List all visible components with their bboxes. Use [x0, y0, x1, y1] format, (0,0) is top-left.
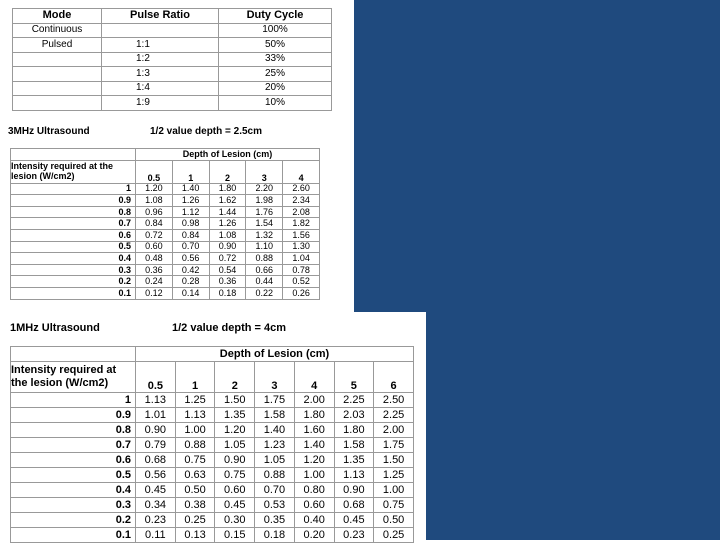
pulse-ratio-panel: [0, 0, 354, 118]
depth-values-row: [11, 362, 414, 393]
mode-cell: [13, 67, 102, 82]
intensity-label: [11, 160, 136, 183]
value-cell: 1.23: [255, 438, 295, 453]
duty-cell: 20%: [219, 81, 332, 96]
value-cell: 0.75: [215, 468, 255, 483]
table-row: [13, 67, 332, 82]
value-cell: 2.08: [283, 206, 320, 218]
value-cell: 0.18: [209, 287, 246, 299]
value-cell: 0.68: [334, 498, 374, 513]
value-cell: 1.26: [172, 195, 209, 207]
value-cell: 0.23: [136, 513, 176, 528]
depth-value: 6: [374, 362, 414, 393]
empty-cell: [11, 347, 136, 362]
intensity-cell: 0.8: [11, 423, 136, 438]
value-cell: 0.98: [172, 218, 209, 230]
table-row: [11, 195, 320, 207]
intensity-cell: 0.1: [11, 287, 136, 299]
intensity-cell: 0.1: [11, 528, 136, 543]
value-cell: 1.00: [175, 423, 215, 438]
table-row: [11, 229, 320, 241]
intensity-cell: 1: [11, 393, 136, 408]
value-cell: 2.00: [294, 393, 334, 408]
value-cell: 0.60: [215, 483, 255, 498]
value-cell: 0.25: [175, 513, 215, 528]
value-cell: 0.84: [172, 229, 209, 241]
value-cell: 1.26: [209, 218, 246, 230]
table-row: [11, 483, 414, 498]
value-cell: 0.63: [175, 468, 215, 483]
mode-cell: Continuous: [13, 23, 102, 38]
value-cell: 1.56: [283, 229, 320, 241]
intensity-cell: 0.4: [11, 483, 136, 498]
table-row: [11, 393, 414, 408]
value-cell: 0.70: [172, 241, 209, 253]
intensity-cell: 0.8: [11, 206, 136, 218]
duty-cell: 33%: [219, 52, 332, 67]
value-cell: 0.45: [334, 513, 374, 528]
depth-value: 4: [283, 160, 320, 183]
table-row: [11, 287, 320, 299]
value-cell: 0.26: [283, 287, 320, 299]
half-value-depth-1mhz: 1/2 value depth = 4cm: [172, 322, 287, 334]
intensity-cell: 0.2: [11, 513, 136, 528]
value-cell: 0.60: [294, 498, 334, 513]
value-cell: 0.36: [136, 264, 173, 276]
value-cell: 0.52: [283, 276, 320, 288]
value-cell: 0.24: [136, 276, 173, 288]
value-cell: 1.60: [294, 423, 334, 438]
value-cell: 1.98: [246, 195, 283, 207]
value-cell: 0.25: [374, 528, 414, 543]
value-cell: 0.38: [175, 498, 215, 513]
value-cell: 0.79: [136, 438, 176, 453]
value-cell: 1.00: [294, 468, 334, 483]
value-cell: 0.72: [209, 253, 246, 265]
value-cell: 0.78: [283, 264, 320, 276]
value-cell: 0.18: [255, 528, 295, 543]
intensity-cell: 0.5: [11, 468, 136, 483]
table-row: [11, 468, 414, 483]
value-cell: 0.12: [136, 287, 173, 299]
table-row: [11, 241, 320, 253]
table-row: [11, 276, 320, 288]
duty-cell: 10%: [219, 96, 332, 111]
intensity-label-line2: the lesion (W/cm2): [11, 377, 109, 389]
table-row: [11, 264, 320, 276]
value-cell: 0.54: [209, 264, 246, 276]
table-row: [13, 81, 332, 96]
value-cell: 0.45: [215, 498, 255, 513]
table-row: [11, 253, 320, 265]
ultrasound-1mhz-table: [10, 346, 414, 543]
ultrasound-3mhz-panel: [0, 118, 330, 308]
intensity-cell: 0.9: [11, 408, 136, 423]
value-cell: 1.35: [215, 408, 255, 423]
value-cell: 0.35: [255, 513, 295, 528]
value-cell: 2.50: [374, 393, 414, 408]
intensity-cell: 0.6: [11, 453, 136, 468]
table-row: [13, 96, 332, 111]
value-cell: 0.42: [172, 264, 209, 276]
value-cell: 1.82: [283, 218, 320, 230]
value-cell: 0.45: [136, 483, 176, 498]
intensity-cell: 0.7: [11, 218, 136, 230]
table-row: [11, 438, 414, 453]
depth-header: Depth of Lesion (cm): [136, 347, 414, 362]
intensity-cell: 0.9: [11, 195, 136, 207]
ultrasound-3mhz-title: 3MHz Ultrasound: [8, 126, 90, 137]
value-cell: 1.20: [215, 423, 255, 438]
duty-cell: 50%: [219, 38, 332, 53]
depth-value: 1: [175, 362, 215, 393]
value-cell: 0.44: [246, 276, 283, 288]
intensity-label-line1: Intensity required at: [11, 364, 117, 377]
value-cell: 1.20: [294, 453, 334, 468]
intensity-cell: 0.3: [11, 498, 136, 513]
intensity-cell: 0.3: [11, 264, 136, 276]
value-cell: 1.40: [255, 423, 295, 438]
value-cell: 0.88: [255, 468, 295, 483]
value-cell: 1.80: [294, 408, 334, 423]
value-cell: 0.56: [136, 468, 176, 483]
value-cell: 0.34: [136, 498, 176, 513]
value-cell: 0.13: [175, 528, 215, 543]
half-value-depth-3mhz: 1/2 value depth = 2.5cm: [150, 126, 262, 137]
value-cell: 1.30: [283, 241, 320, 253]
value-cell: 0.90: [334, 483, 374, 498]
empty-cell: [11, 149, 136, 161]
value-cell: 0.66: [246, 264, 283, 276]
value-cell: 0.70: [255, 483, 295, 498]
value-cell: 0.90: [209, 241, 246, 253]
depth-header-row: [11, 347, 414, 362]
depth-value: 2: [215, 362, 255, 393]
value-cell: 0.15: [215, 528, 255, 543]
depth-value: 5: [334, 362, 374, 393]
value-cell: 1.75: [255, 393, 295, 408]
value-cell: 1.08: [136, 195, 173, 207]
value-cell: 2.20: [246, 183, 283, 195]
value-cell: 0.11: [136, 528, 176, 543]
value-cell: 0.50: [175, 483, 215, 498]
value-cell: 1.25: [175, 393, 215, 408]
value-cell: 2.00: [374, 423, 414, 438]
value-cell: 1.50: [374, 453, 414, 468]
value-cell: 0.22: [246, 287, 283, 299]
table-row: [11, 453, 414, 468]
value-cell: 1.13: [136, 393, 176, 408]
mode-cell: Pulsed: [13, 38, 102, 53]
depth-header: Depth of Lesion (cm): [136, 149, 320, 161]
intensity-cell: 1: [11, 183, 136, 195]
table-body: [11, 393, 414, 543]
value-cell: 0.72: [136, 229, 173, 241]
intensity-cell: 0.7: [11, 438, 136, 453]
value-cell: 0.75: [175, 453, 215, 468]
value-cell: 1.20: [136, 183, 173, 195]
value-cell: 1.35: [334, 453, 374, 468]
intensity-label-line1: Intensity required at the: [11, 160, 114, 171]
value-cell: 1.58: [334, 438, 374, 453]
value-cell: 0.23: [334, 528, 374, 543]
intensity-label-line2: lesion (W/cm2): [11, 170, 75, 181]
duty-cell: 25%: [219, 67, 332, 82]
ratio-cell: 1:9: [102, 96, 219, 111]
value-cell: 1.44: [209, 206, 246, 218]
depth-value: 0.5: [136, 362, 176, 393]
duty-cycle-header: Duty Cycle: [219, 9, 332, 24]
table-header-row: [13, 9, 332, 24]
value-cell: 0.28: [172, 276, 209, 288]
table-row: [11, 218, 320, 230]
intensity-cell: 0.4: [11, 253, 136, 265]
value-cell: 0.88: [246, 253, 283, 265]
intensity-label: [11, 362, 136, 393]
value-cell: 2.25: [374, 408, 414, 423]
value-cell: 1.00: [374, 483, 414, 498]
mode-cell: [13, 96, 102, 111]
depth-value: 4: [294, 362, 334, 393]
ultrasound-3mhz-table: [10, 148, 320, 300]
table-row: [13, 38, 332, 53]
value-cell: 0.80: [294, 483, 334, 498]
value-cell: 2.25: [334, 393, 374, 408]
depth-value: 3: [255, 362, 295, 393]
depth-value: 0.5: [136, 160, 173, 183]
value-cell: 0.84: [136, 218, 173, 230]
value-cell: 0.90: [215, 453, 255, 468]
table-row: [11, 206, 320, 218]
value-cell: 1.62: [209, 195, 246, 207]
table-row: [11, 183, 320, 195]
value-cell: 1.54: [246, 218, 283, 230]
mode-cell: [13, 52, 102, 67]
value-cell: 2.03: [334, 408, 374, 423]
value-cell: 0.96: [136, 206, 173, 218]
value-cell: 1.25: [374, 468, 414, 483]
mode-cell: [13, 81, 102, 96]
value-cell: 1.04: [283, 253, 320, 265]
value-cell: 1.05: [255, 453, 295, 468]
value-cell: 2.60: [283, 183, 320, 195]
value-cell: 0.90: [136, 423, 176, 438]
ratio-cell: 1:2: [102, 52, 219, 67]
value-cell: 1.40: [172, 183, 209, 195]
value-cell: 0.60: [136, 241, 173, 253]
table-row: [11, 423, 414, 438]
value-cell: 1.80: [209, 183, 246, 195]
value-cell: 0.88: [175, 438, 215, 453]
ultrasound-1mhz-title: 1MHz Ultrasound: [10, 322, 100, 334]
value-cell: 1.01: [136, 408, 176, 423]
table-row: [13, 23, 332, 38]
value-cell: 0.53: [255, 498, 295, 513]
ratio-cell: 1:1: [102, 38, 219, 53]
value-cell: 1.40: [294, 438, 334, 453]
value-cell: 1.13: [334, 468, 374, 483]
ultrasound-1mhz-panel: [0, 312, 426, 540]
value-cell: 1.13: [175, 408, 215, 423]
intensity-cell: 0.6: [11, 229, 136, 241]
value-cell: 1.32: [246, 229, 283, 241]
value-cell: 1.10: [246, 241, 283, 253]
value-cell: 0.50: [374, 513, 414, 528]
value-cell: 1.05: [215, 438, 255, 453]
value-cell: 0.30: [215, 513, 255, 528]
value-cell: 2.34: [283, 195, 320, 207]
ratio-cell: 1:3: [102, 67, 219, 82]
depth-value: 1: [172, 160, 209, 183]
value-cell: 0.14: [172, 287, 209, 299]
intensity-cell: 0.5: [11, 241, 136, 253]
table-row: [11, 513, 414, 528]
depth-value: 2: [209, 160, 246, 183]
value-cell: 0.48: [136, 253, 173, 265]
value-cell: 1.58: [255, 408, 295, 423]
value-cell: 0.40: [294, 513, 334, 528]
value-cell: 1.50: [215, 393, 255, 408]
table-row: [11, 498, 414, 513]
depth-values-row: [11, 160, 320, 183]
ratio-cell: 1:4: [102, 81, 219, 96]
value-cell: 1.76: [246, 206, 283, 218]
value-cell: 1.08: [209, 229, 246, 241]
value-cell: 1.75: [374, 438, 414, 453]
table-row: [13, 52, 332, 67]
mode-header: Mode: [13, 9, 102, 24]
depth-value: 3: [246, 160, 283, 183]
pulse-ratio-table: [12, 8, 332, 111]
intensity-cell: 0.2: [11, 276, 136, 288]
pulse-ratio-header: Pulse Ratio: [102, 9, 219, 24]
table-body: [11, 183, 320, 299]
value-cell: 1.80: [334, 423, 374, 438]
duty-cell: 100%: [219, 23, 332, 38]
value-cell: 0.75: [374, 498, 414, 513]
value-cell: 1.12: [172, 206, 209, 218]
value-cell: 0.56: [172, 253, 209, 265]
value-cell: 0.20: [294, 528, 334, 543]
depth-header-row: [11, 149, 320, 161]
table-row: [11, 408, 414, 423]
table-row: [11, 528, 414, 543]
ratio-cell: [102, 23, 219, 38]
value-cell: 0.36: [209, 276, 246, 288]
value-cell: 0.68: [136, 453, 176, 468]
